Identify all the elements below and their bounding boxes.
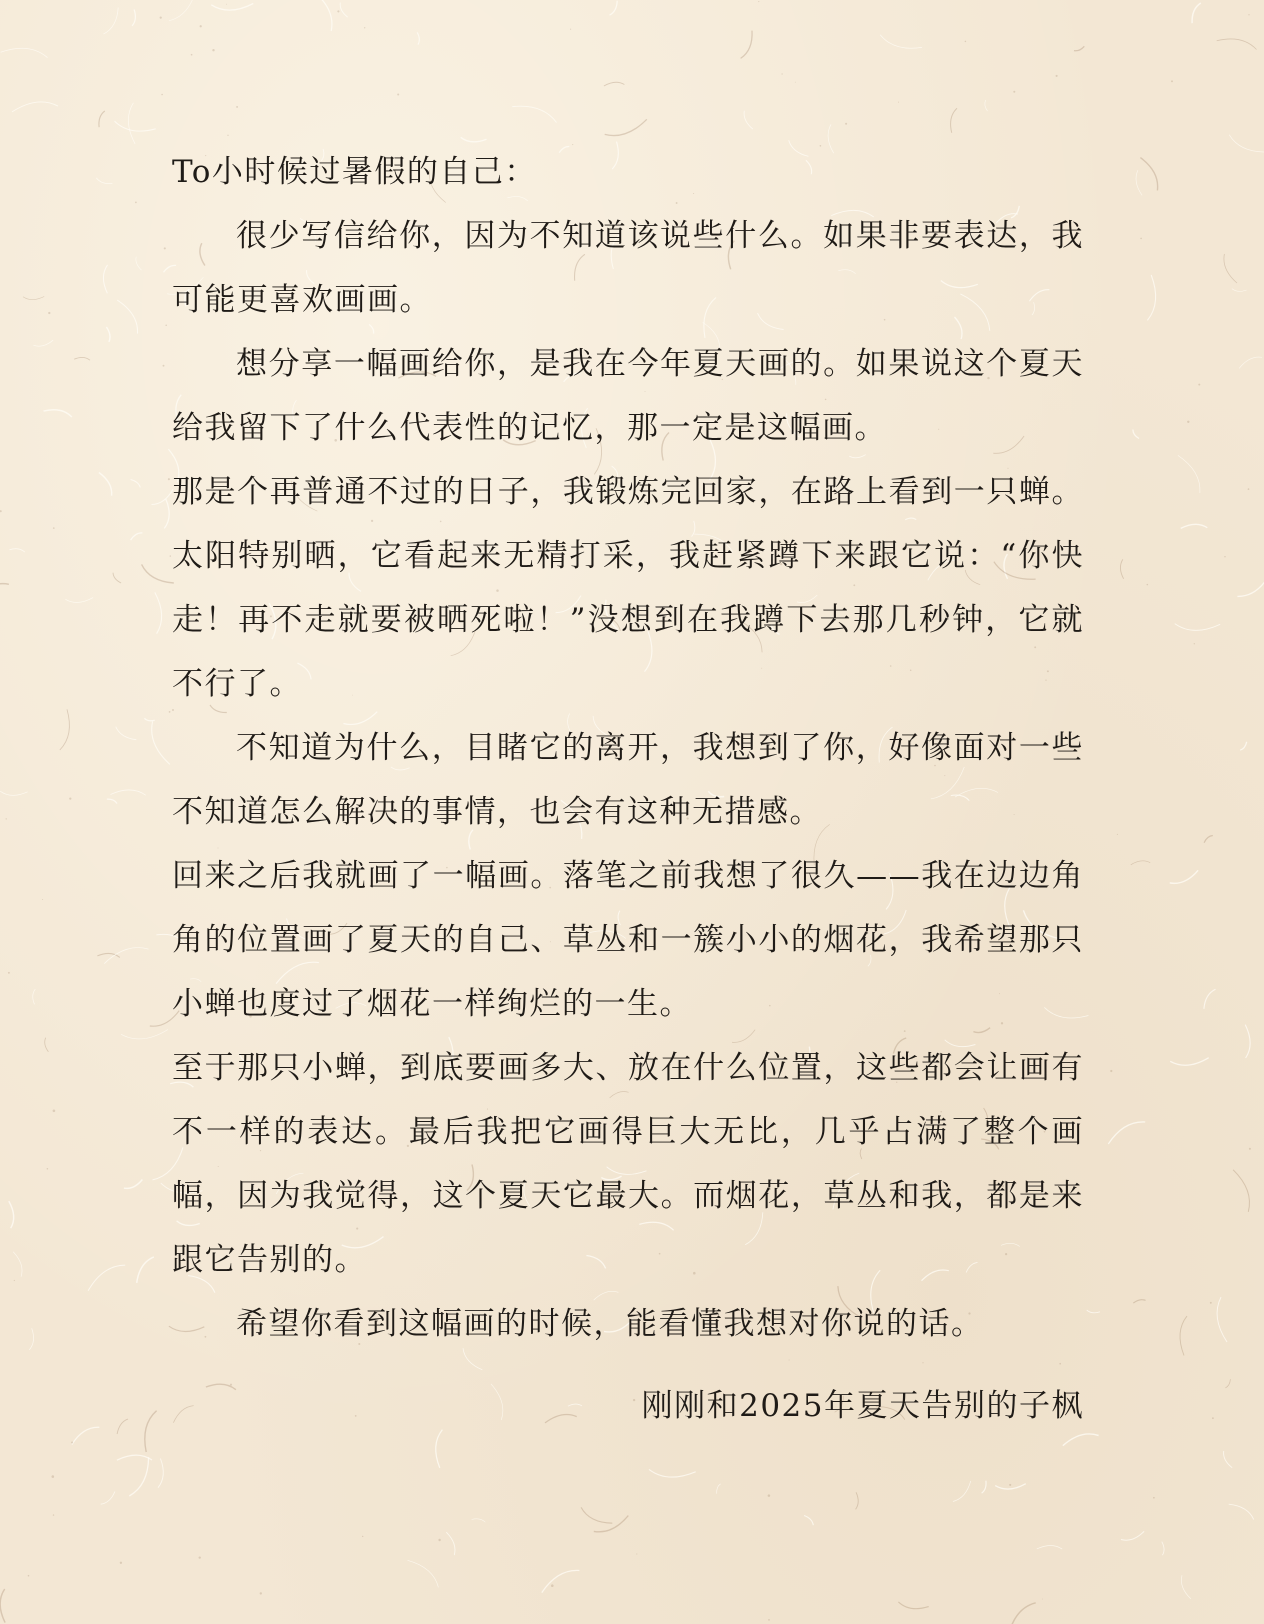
paper-speck (795, 82, 796, 83)
paper-speck (551, 1584, 554, 1587)
paper-speck (160, 16, 162, 18)
paper-fiber (1204, 989, 1216, 1009)
paper-speck (52, 1475, 55, 1478)
paper-fiber (1224, 1451, 1233, 1468)
paper-fiber (898, 1602, 928, 1609)
paper-speck (28, 1575, 30, 1577)
paper-speck (47, 1168, 49, 1170)
paper-fiber (103, 8, 118, 35)
paper-fiber (1229, 135, 1264, 152)
letter-paragraph-7: 希望你看到这幅画的时候，能看懂我想对你说的话。 (236, 1306, 984, 1342)
paper-speck (53, 1110, 56, 1113)
paper-fiber (107, 799, 117, 803)
paper-fiber (124, 1180, 142, 1189)
paper-speck (120, 1562, 122, 1564)
paper-speck (1248, 488, 1250, 490)
paper-speck (168, 478, 170, 480)
paper-speck (768, 1494, 771, 1497)
paper-fiber (12, 102, 58, 112)
paper-fiber (152, 489, 174, 504)
paper-fiber (111, 790, 146, 795)
paper-fiber (1181, 524, 1208, 528)
paper-fiber (88, 1265, 125, 1291)
paper-fiber (74, 357, 90, 360)
paper-fiber (1009, 1603, 1036, 1624)
letter-paragraph-4: 不知道为什么，目睹它的离开，我想到了你，好像面对一些不知道怎么解决的事情，也会有这种无措感。 (172, 730, 1084, 830)
letter-paragraph-6: 至于那只小蝉，到底要画多大、放在什么位置，这些都会让画有不一样的表达。最后我把它画得巨大无比，几乎占满了整个画幅，因为我觉得，这个夏天它最大。而烟花，草丛和我，都是来跟它告别的。 (172, 1050, 1084, 1278)
paper-speck (781, 73, 782, 74)
paper-fiber (1229, 1504, 1254, 1519)
letter-paragraph-5: 回来之后我就画了一幅画。落笔之前我想了很久——我在边边角角的位置画了夏天的自己、草丛和一簇小小的烟花，我希望那只小蝉也度过了烟花一样绚烂的一生。 (172, 858, 1084, 1022)
paper-speck (1212, 1417, 1214, 1419)
paper-speck (364, 27, 365, 28)
paper-speck (438, 1539, 440, 1541)
paper-fiber (1131, 861, 1150, 865)
paper-fiber (1178, 455, 1200, 493)
paper-fiber (1140, 158, 1157, 191)
paper-speck (212, 49, 214, 51)
paper-fiber (65, 598, 93, 603)
paper-speck (965, 41, 967, 43)
paper-speck (1210, 1302, 1212, 1304)
paper-fiber (164, 499, 169, 528)
paper-fiber (446, 1532, 455, 1555)
paper-fiber (72, 1427, 99, 1444)
paper-fiber (1232, 289, 1247, 292)
paper-fiber (101, 1492, 115, 1505)
paper-fiber (472, 1519, 486, 1522)
paper-fiber (1239, 357, 1262, 368)
paper-fiber (741, 31, 752, 59)
paper-speck (165, 325, 167, 327)
paper-speck (1056, 75, 1058, 77)
paper-speck (170, 555, 171, 556)
paper-fiber (142, 564, 174, 583)
paper-fiber (594, 1516, 629, 1532)
paper-fiber (408, 1560, 439, 1587)
paper-speck (397, 93, 399, 95)
paper-fiber (104, 948, 148, 964)
paper-fiber (1175, 624, 1221, 631)
paper-fiber (137, 1257, 154, 1283)
paper-fiber (744, 111, 753, 129)
paper-fiber (29, 1328, 33, 1350)
paper-speck (169, 711, 171, 713)
paper-fiber (44, 410, 72, 417)
paper-fiber (45, 1038, 49, 1052)
paper-speck (163, 365, 165, 367)
paper-speck (1248, 14, 1249, 15)
paper-fiber (106, 327, 110, 342)
paper-fiber (1087, 1310, 1100, 1313)
paper-fiber (1136, 170, 1142, 195)
paper-fiber (1133, 430, 1139, 439)
letter-paragraph-3: 那是个再普通不过的日子，我锻炼完回家，在路上看到一只蝉。太阳特别晒，它看起来无精打采，我赶紧蹲下来跟它说：“你快走！再不走就要被晒死啦！”没想到在我蹲下去那几秒钟，它就不行了。 (172, 474, 1084, 702)
paper-speck (227, 135, 228, 136)
paper-speck (48, 312, 50, 314)
paper-fiber (717, 1484, 721, 1494)
paper-fiber (211, 4, 253, 11)
paper-fiber (23, 297, 44, 300)
paper-fiber (113, 573, 121, 583)
paper-fiber (158, 1459, 163, 1488)
paper-fiber (115, 121, 156, 131)
paper-fiber (1133, 1300, 1145, 1303)
paper-fiber (1120, 559, 1123, 578)
paper-fiber (512, 106, 556, 122)
paper-speck (1110, 1070, 1112, 1072)
paper-fiber (0, 584, 9, 596)
paper-fiber (1217, 39, 1257, 50)
paper-fiber (132, 10, 135, 26)
paper-fiber (60, 709, 70, 750)
paper-speck (845, 123, 847, 125)
paper-speck (71, 1442, 73, 1444)
paper-speck (1224, 556, 1225, 557)
paper-fiber (1037, 1545, 1062, 1549)
paper-speck (191, 54, 193, 56)
paper-speck (337, 10, 339, 12)
paper-speck (1117, 834, 1118, 835)
paper-fiber (953, 1481, 971, 1502)
paper-fiber (985, 100, 988, 111)
paper-fiber (1224, 254, 1237, 283)
paper-fiber (117, 1455, 152, 1460)
paper-fiber (1217, 1297, 1227, 1342)
paper-fiber (604, 82, 625, 86)
paper-fiber (1233, 1170, 1249, 1212)
paper-fiber (117, 300, 137, 334)
letter-signature: 刚刚和2025年夏天告别的子枫 (641, 1388, 1084, 1424)
paper-speck (1171, 80, 1173, 82)
paper-speck (1042, 1599, 1043, 1600)
paper-fiber (605, 119, 647, 135)
paper-speck (1140, 238, 1142, 240)
paper-fiber (13, 1252, 22, 1277)
paper-fiber (0, 791, 27, 795)
paper-fiber (1, 48, 48, 57)
paper-fiber (103, 265, 107, 293)
paper-speck (260, 1592, 262, 1594)
paper-speck (42, 899, 43, 900)
paper-speck (758, 1, 759, 2)
paper-fiber (0, 1589, 5, 1623)
paper-fiber (1225, 1379, 1230, 1388)
paper-speck (200, 25, 202, 27)
paper-fiber (99, 473, 112, 496)
paper-speck (570, 29, 571, 30)
paper-fiber (1240, 742, 1247, 750)
paper-fiber (417, 32, 419, 44)
paper-fiber (99, 111, 105, 127)
paper-fiber (1074, 46, 1084, 50)
paper-fiber (33, 340, 53, 346)
paper-speck (636, 1553, 637, 1554)
paper-fiber (1170, 1058, 1209, 1066)
paper-fiber (1181, 1575, 1190, 1599)
paper-fiber (340, 3, 347, 18)
paper-fiber (169, 0, 195, 21)
paper-fiber (581, 1507, 612, 1523)
paper-fiber (129, 1457, 148, 1496)
paper-speck (898, 102, 899, 103)
paper-speck (1013, 91, 1015, 93)
paper-speck (1198, 384, 1200, 386)
paper-speck (135, 202, 137, 204)
paper-fiber (128, 103, 135, 144)
paper-fiber (116, 727, 137, 740)
paper-speck (199, 1556, 201, 1558)
paper-speck (1187, 421, 1189, 423)
paper-speck (768, 1619, 770, 1621)
paper-speck (1009, 1484, 1011, 1486)
paper-fiber (951, 108, 957, 133)
paper-fiber (1204, 836, 1213, 843)
paper-speck (53, 1514, 54, 1515)
paper-fiber (649, 1469, 696, 1477)
paper-speck (1153, 1497, 1155, 1499)
letter-paragraph-1: 很少写信给你，因为不知道该说些什么。如果非要表达，我可能更喜欢画画。 (172, 218, 1084, 318)
paper-speck (1194, 643, 1195, 644)
paper-speck (164, 247, 166, 249)
paper-fiber (136, 257, 142, 270)
paper-speck (362, 1536, 363, 1537)
paper-fiber (1121, 1531, 1144, 1540)
paper-fiber (880, 35, 922, 49)
paper-fiber (121, 1030, 168, 1039)
paper-fiber (1108, 1122, 1145, 1144)
paper-fiber (856, 1492, 859, 1509)
paper-fiber (315, 0, 332, 31)
paper-fiber (1147, 275, 1155, 320)
paper-speck (69, 797, 71, 799)
paper-speck (1147, 584, 1148, 585)
paper-fiber (96, 178, 112, 184)
paper-fiber (1245, 1025, 1250, 1058)
paper-fiber (131, 533, 143, 540)
paper-fiber (9, 549, 24, 552)
paper-speck (8, 972, 10, 974)
paper-fiber (1192, 3, 1201, 23)
paper-fiber (1180, 1316, 1187, 1355)
letter-body (172, 140, 1084, 1438)
paper-fiber (9, 1201, 14, 1228)
letter-salutation: To小时候过暑假的自己： (172, 154, 537, 190)
paper-speck (53, 527, 55, 529)
paper-speck (236, 106, 238, 108)
paper-fiber (610, 1, 618, 16)
paper-fiber (117, 1419, 128, 1434)
letter-paragraph-2: 想分享一幅画给你，是我在今年夏天画的。如果说这个夏天给我留下了什么代表性的记忆，那一定是这幅画。 (172, 346, 1084, 446)
paper-fiber (804, 1516, 813, 1526)
paper-fiber (152, 721, 170, 764)
paper-fiber (144, 718, 154, 721)
paper-fiber (131, 480, 141, 488)
paper-speck (14, 1280, 15, 1281)
paper-fiber (33, 989, 36, 1004)
paper-fiber (145, 1411, 157, 1452)
paper-fiber (1162, 1542, 1164, 1556)
paper-fiber (982, 1481, 986, 1494)
paper-fiber (1237, 576, 1264, 596)
paper-speck (226, 4, 227, 5)
paper-speck (6, 818, 7, 819)
paper-speck (161, 94, 163, 96)
paper-speck (1249, 1148, 1251, 1150)
paper-speck (0, 510, 2, 512)
paper-fiber (155, 592, 162, 633)
paper-fiber (542, 1570, 580, 1592)
paper-fiber (1170, 870, 1198, 883)
